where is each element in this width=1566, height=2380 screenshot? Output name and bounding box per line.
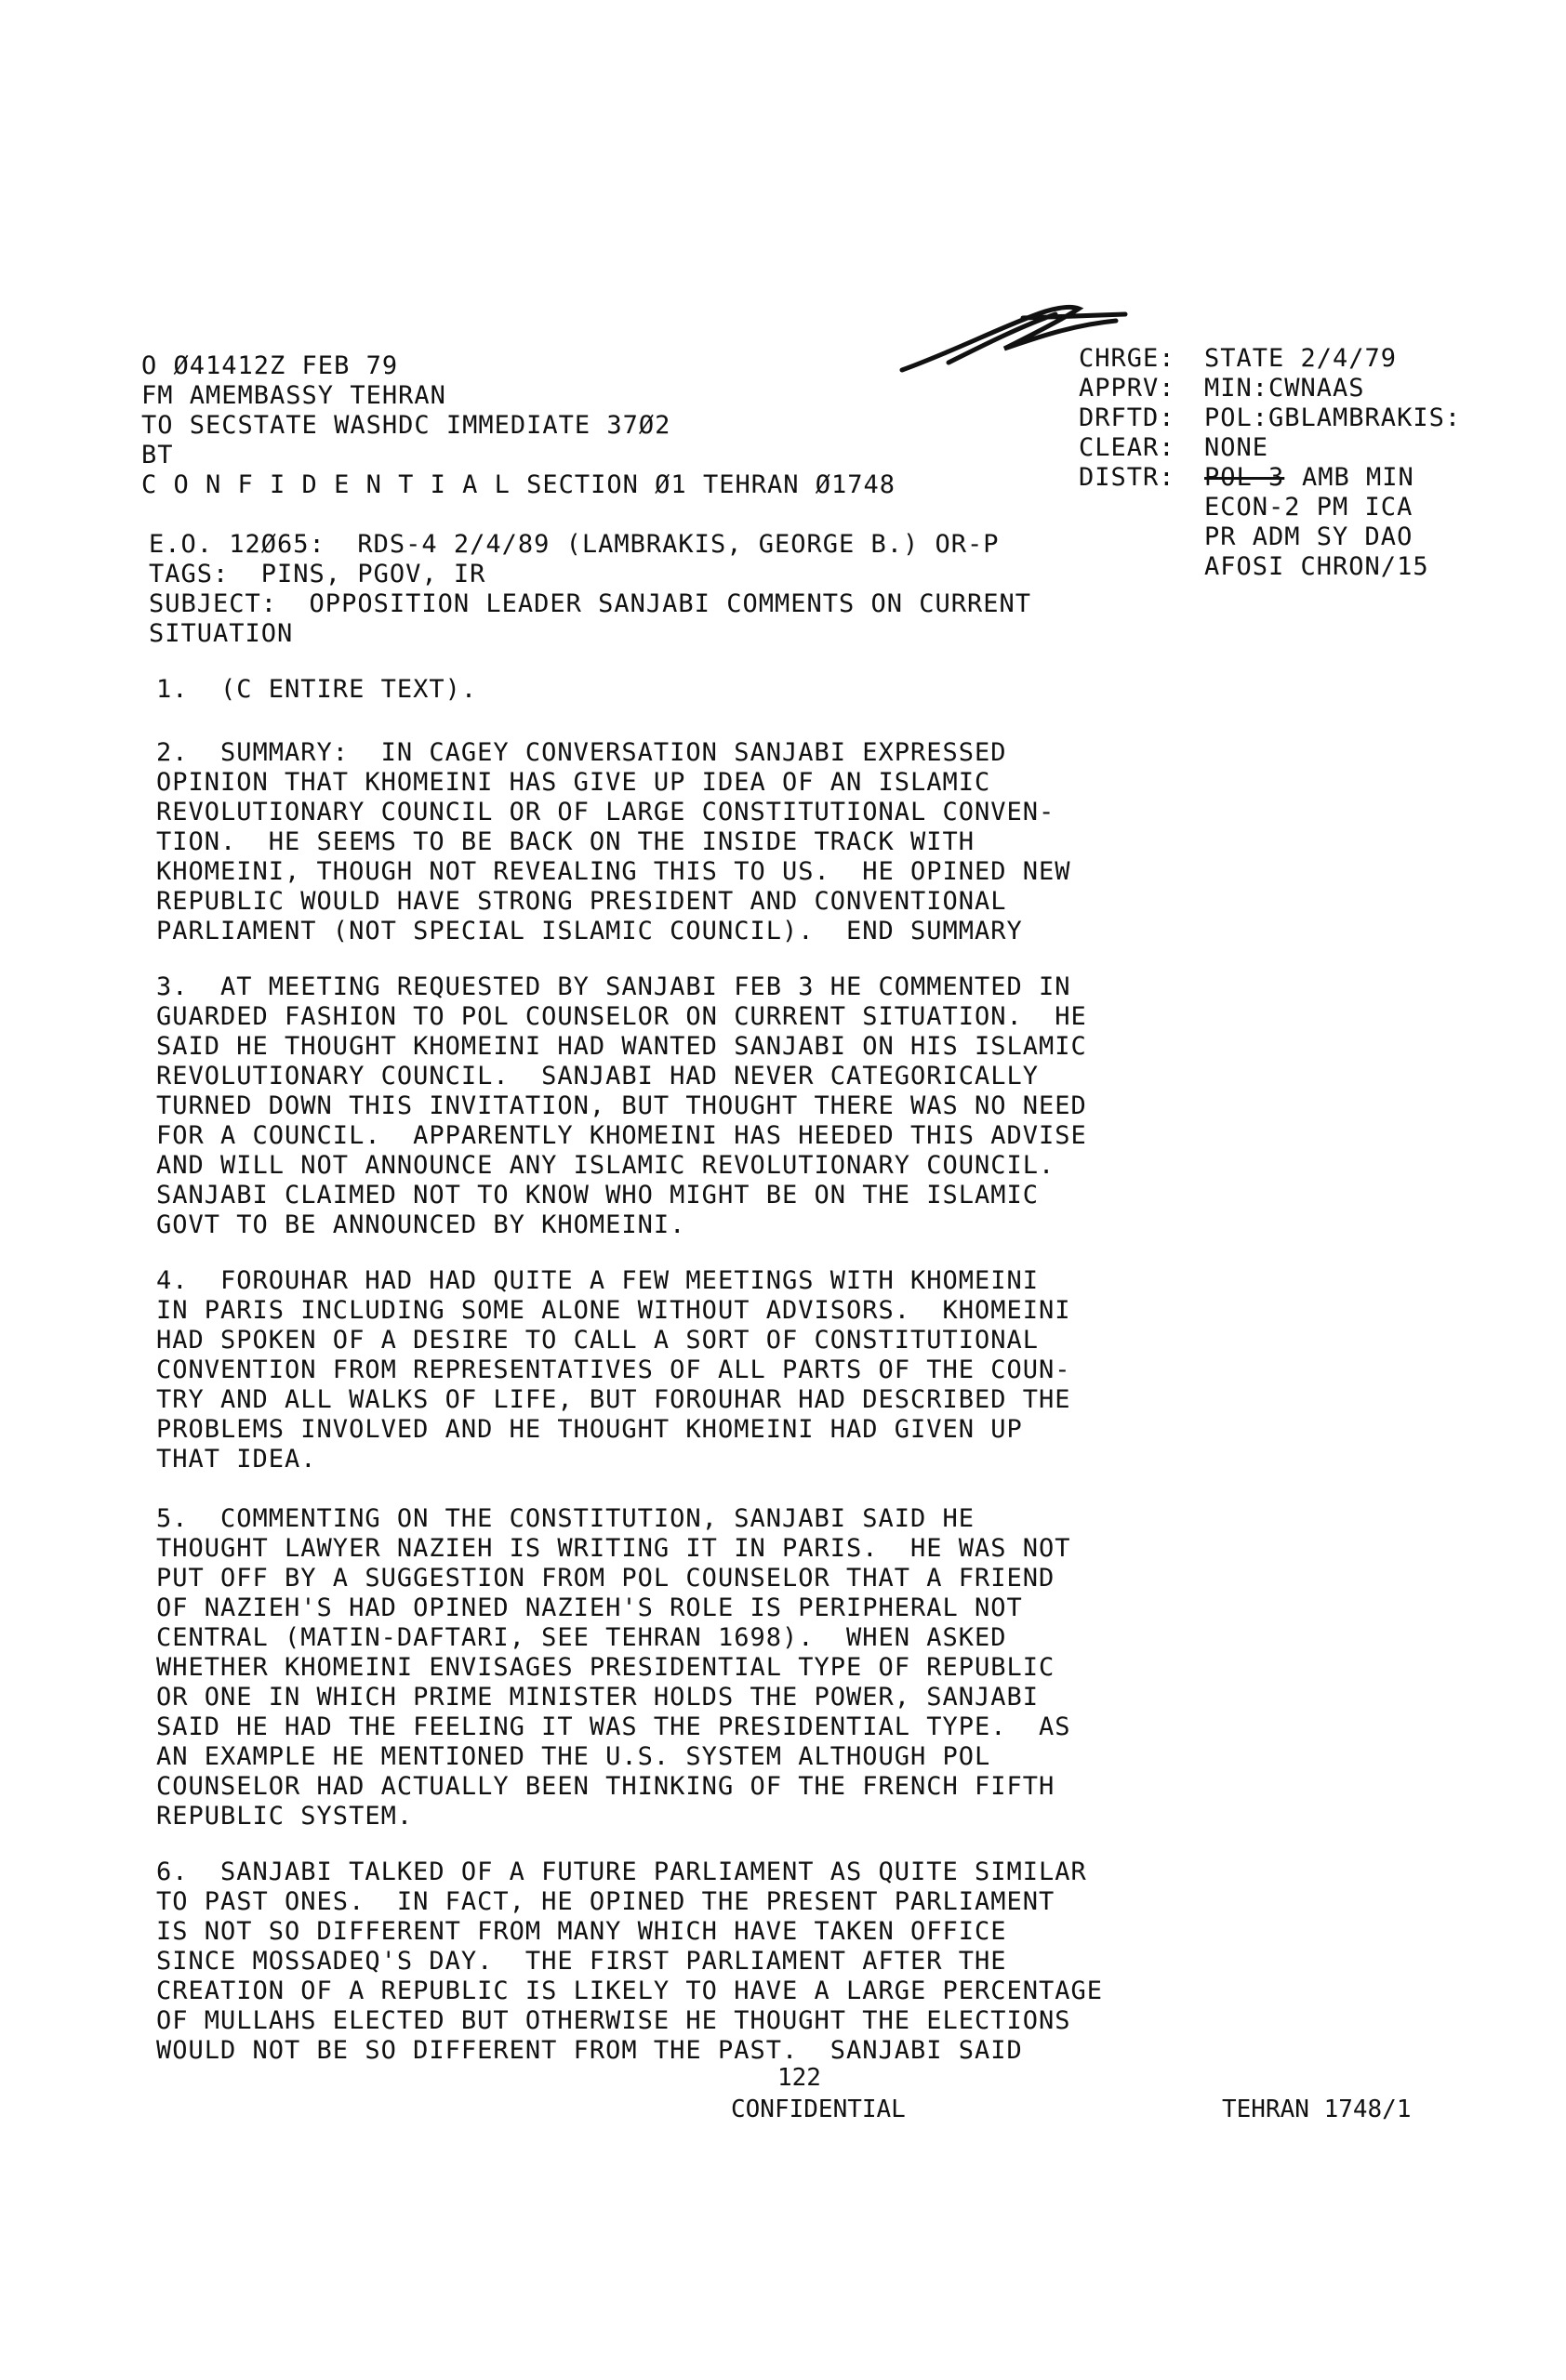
text-line: CREATION OF A REPUBLIC IS LIKELY TO HAVE A LARGE PERCENTAGE [156, 1977, 1104, 2005]
subject-line-2: SITUATION [149, 619, 294, 648]
text-line: SAID HE HAD THE FEELING IT WAS THE PRESIDENTIAL TYPE. AS [156, 1712, 1071, 1741]
apprv-label: APPRV: [1079, 374, 1175, 403]
dtg-line: O Ø41412Z FEB 79 [141, 351, 399, 380]
drftd-value: POL:GBLAMBRAKIS: [1204, 403, 1462, 432]
text-line: TION. HE SEEMS TO BE BACK ON THE INSIDE TRACK WITH [156, 827, 975, 856]
classification-line: C O N F I D E N T I A L SECTION Ø1 TEHRAN Ø1748 [141, 470, 896, 499]
chrge-value: STATE 2/4/79 [1204, 344, 1398, 373]
text-line: 5. COMMENTING ON THE CONSTITUTION, SANJABI SAID HE [156, 1504, 975, 1533]
footer-reference: TEHRAN 1748/1 [1222, 2096, 1412, 2123]
subject-line-1: SUBJECT: OPPOSITION LEADER SANJABI COMMENTS ON CURRENT [149, 589, 1032, 618]
text-line: 2. SUMMARY: IN CAGEY CONVERSATION SANJABI EXPRESSED [156, 738, 1007, 767]
text-line: REVOLUTIONARY COUNCIL. SANJABI HAD NEVER CATEGORICALLY [156, 1062, 1040, 1091]
distr-value-1: AMB MIN [1302, 463, 1414, 492]
text-line: WOULD NOT BE SO DIFFERENT FROM THE PAST. SANJABI SAID [156, 2036, 1023, 2065]
text-line: 6. SANJABI TALKED OF A FUTURE PARLIAMENT AS QUITE SIMILAR [156, 1858, 1087, 1886]
text-line: SINCE MOSSADEQ'S DAY. THE FIRST PARLIAMENT AFTER THE [156, 1947, 1007, 1976]
bt-line: BT [141, 441, 174, 469]
text-line: IN PARIS INCLUDING SOME ALONE WITHOUT ADVISORS. KHOMEINI [156, 1296, 1071, 1325]
footer-classification: CONFIDENTIAL [731, 2096, 906, 2123]
apprv-value: MIN:CWNAAS [1204, 374, 1365, 403]
text-line: REPUBLIC SYSTEM. [156, 1802, 414, 1831]
distr-value-2: ECON-2 PM ICA [1204, 493, 1413, 522]
text-line: GUARDED FASHION TO POL COUNSELOR ON CURRENT SITUATION. HE [156, 1002, 1087, 1031]
text-line: IS NOT SO DIFFERENT FROM MANY WHICH HAVE TAKEN OFFICE [156, 1917, 1007, 1946]
text-line: KHOMEINI, THOUGH NOT REVEALING THIS TO US. HE OPINED NEW [156, 857, 1071, 886]
text-line: PUT OFF BY A SUGGESTION FROM POL COUNSELOR THAT A FRIEND [156, 1564, 1055, 1593]
eo-line: E.O. 12Ø65: RDS-4 2/4/89 (LAMBRAKIS, GEORGE B.) OR-P [149, 530, 1000, 559]
text-line: HAD SPOKEN OF A DESIRE TO CALL A SORT OF CONSTITUTIONAL [156, 1326, 1040, 1355]
distr-value-4: AFOSI CHRON/15 [1204, 552, 1429, 581]
clear-label: CLEAR: [1079, 433, 1175, 462]
text-line: GOVT TO BE ANNOUNCED BY KHOMEINI. [156, 1210, 686, 1239]
text-line: OPINION THAT KHOMEINI HAS GIVE UP IDEA OF AN ISLAMIC [156, 768, 991, 797]
text-line: THOUGHT LAWYER NAZIEH IS WRITING IT IN PARIS. HE WAS NOT [156, 1534, 1071, 1563]
text-line: REPUBLIC WOULD HAVE STRONG PRESIDENT AND CONVENTIONAL [156, 887, 1007, 916]
tags-line: TAGS: PINS, PGOV, IR [149, 560, 486, 588]
text-line: 4. FOROUHAR HAD HAD QUITE A FEW MEETINGS WITH KHOMEINI [156, 1266, 1040, 1295]
text-line: TURNED DOWN THIS INVITATION, BUT THOUGHT THERE WAS NO NEED [156, 1091, 1087, 1120]
text-line: OF MULLAHS ELECTED BUT OTHERWISE HE THOUGHT THE ELECTIONS [156, 2006, 1071, 2035]
text-line: 1. (C ENTIRE TEXT). [156, 675, 478, 704]
text-line: SANJABI CLAIMED NOT TO KNOW WHO MIGHT BE ON THE ISLAMIC [156, 1181, 1040, 1210]
distr-struck-value: POL 3 [1204, 463, 1285, 492]
text-line: SAID HE THOUGHT KHOMEINI HAD WANTED SANJABI ON HIS ISLAMIC [156, 1032, 1087, 1061]
text-line: AND WILL NOT ANNOUNCE ANY ISLAMIC REVOLUTIONARY COUNCIL. [156, 1151, 1055, 1180]
text-line: PROBLEMS INVOLVED AND HE THOUGHT KHOMEINI HAD GIVEN UP [156, 1415, 1023, 1444]
text-line: TRY AND ALL WALKS OF LIFE, BUT FOROUHAR HAD DESCRIBED THE [156, 1385, 1071, 1414]
text-line: WHETHER KHOMEINI ENVISAGES PRESIDENTIAL TYPE OF REPUBLIC [156, 1653, 1055, 1682]
text-line: CONVENTION FROM REPRESENTATIVES OF ALL PARTS OF THE COUN- [156, 1355, 1071, 1384]
text-line: PARLIAMENT (NOT SPECIAL ISLAMIC COUNCIL). END SUMMARY [156, 917, 1023, 945]
clear-value: NONE [1204, 433, 1269, 462]
text-line: REVOLUTIONARY COUNCIL OR OF LARGE CONSTITUTIONAL CONVEN- [156, 798, 1055, 826]
to-line: TO SECSTATE WASHDC IMMEDIATE 37Ø2 [141, 411, 671, 440]
text-line: OR ONE IN WHICH PRIME MINISTER HOLDS THE POWER, SANJABI [156, 1683, 1040, 1712]
distr-label: DISTR: [1079, 463, 1175, 492]
text-line: COUNSELOR HAD ACTUALLY BEEN THINKING OF THE FRENCH FIFTH [156, 1772, 1055, 1801]
distr-value-3: PR ADM SY DAO [1204, 522, 1413, 551]
text-line: CENTRAL (MATIN-DAFTARI, SEE TEHRAN 1698). WHEN ASKED [156, 1623, 1007, 1652]
drftd-label: DRFTD: [1079, 403, 1175, 432]
text-line: AN EXAMPLE HE MENTIONED THE U.S. SYSTEM ALTHOUGH POL [156, 1742, 991, 1771]
page-number: 122 [777, 2064, 821, 2092]
from-line: FM AMEMBASSY TEHRAN [141, 381, 446, 410]
text-line: THAT IDEA. [156, 1445, 317, 1474]
text-line: TO PAST ONES. IN FACT, HE OPINED THE PRESENT PARLIAMENT [156, 1887, 1055, 1916]
text-line: 3. AT MEETING REQUESTED BY SANJABI FEB 3 HE COMMENTED IN [156, 972, 1071, 1001]
chrge-label: CHRGE: [1079, 344, 1175, 373]
text-line: OF NAZIEH'S HAD OPINED NAZIEH'S ROLE IS PERIPHERAL NOT [156, 1593, 1023, 1622]
text-line: FOR A COUNCIL. APPARENTLY KHOMEINI HAS HEEDED THIS ADVISE [156, 1121, 1087, 1150]
